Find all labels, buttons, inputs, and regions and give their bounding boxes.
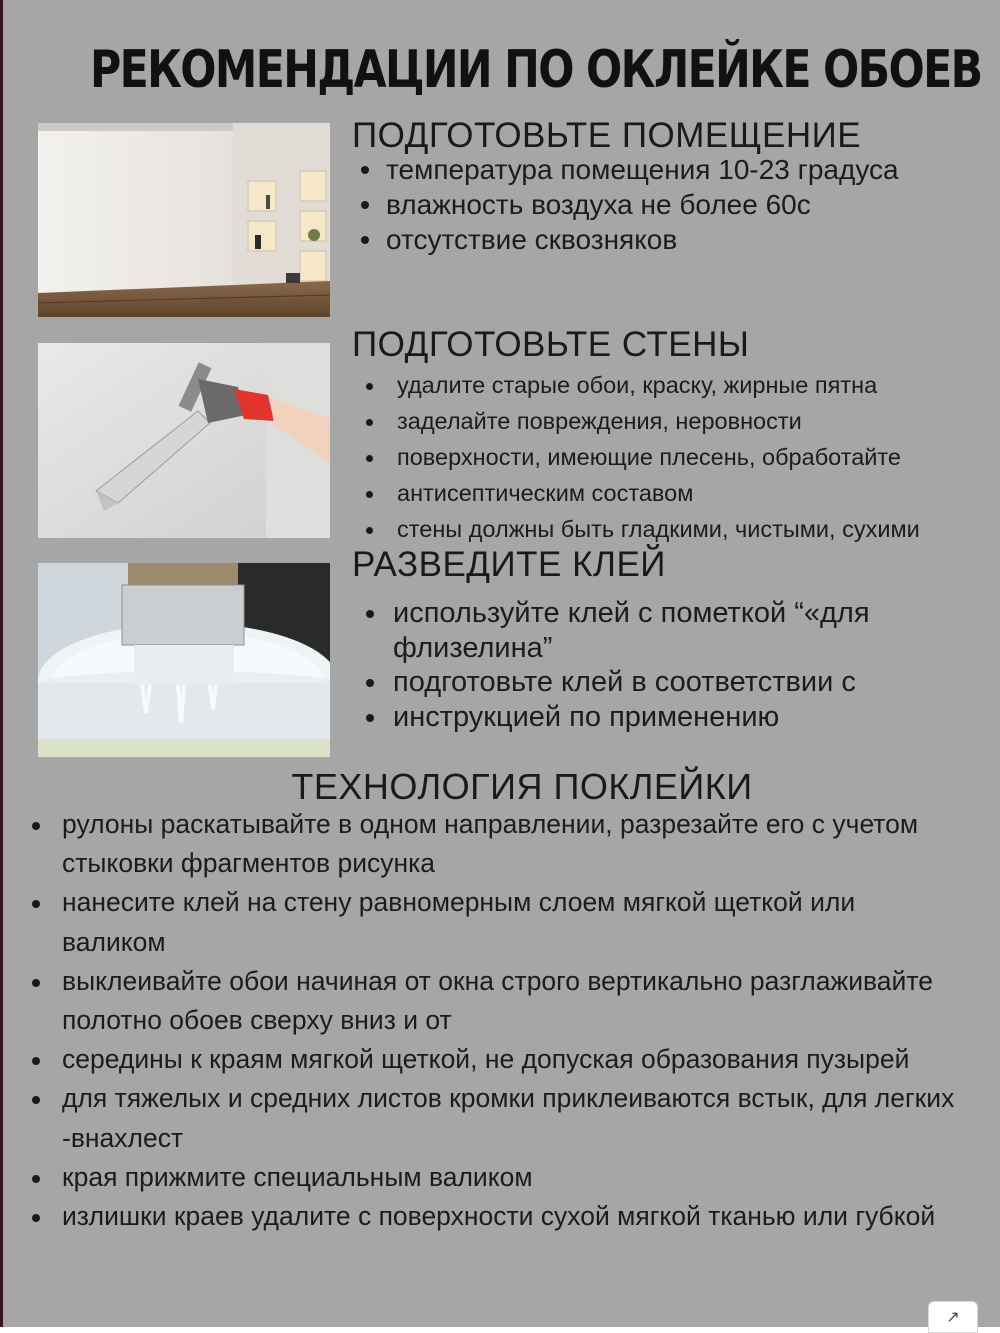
- list-item: инструкцией по применению: [366, 700, 946, 735]
- section-heading-walls: ПОДГОТОВЬТЕ СТЕНЫ: [352, 325, 750, 364]
- list-item: влажность воздуха не более 60с: [358, 187, 918, 222]
- list-item: нанесите клей на стену равномерным слоем мягкой щеткой или валиком: [30, 883, 960, 961]
- room-prep-list: [358, 152, 918, 257]
- list-item: поверхности, имеющие плесень, обработайте: [366, 439, 1000, 475]
- section-heading-room: ПОДГОТОВЬТЕ ПОМЕЩЕНИЕ: [352, 116, 862, 155]
- list-item: удалите старые обои, краску, жирные пятна: [366, 367, 1000, 403]
- list-item: середины к краям мягкой щеткой, не допуская образования пузырей: [30, 1040, 960, 1079]
- section-heading-technology: ТЕХНОЛОГИЯ ПОКЛЕЙКИ: [291, 766, 753, 807]
- list-item: отсутствие сквозняков: [358, 222, 918, 257]
- arrow-up-icon: ↗: [946, 1309, 960, 1326]
- glue-bucket-brush-photo: [38, 563, 330, 757]
- corner-widget[interactable]: [928, 1301, 978, 1333]
- list-item: стены должны быть гладкими, чистыми, сухими: [366, 511, 1000, 547]
- list-item: антисептическим составом: [366, 475, 1000, 511]
- list-item: для тяжелых и средних листов кромки приклеиваются встык, для легких -внахлест: [30, 1079, 960, 1157]
- left-edge-strip: [0, 0, 3, 1333]
- wall-plastering-photo: [38, 343, 330, 538]
- list-item: рулоны раскатывайте в одном направлении, разрезайте его с учетом стыковки фрагментов рисунка: [30, 805, 960, 883]
- list-item: излишки краев удалите с поверхности сухой мягкой тканью или губкой: [30, 1197, 960, 1236]
- list-item: используйте клей с пометкой “«для флизелина”: [366, 596, 946, 665]
- page-title: РЕКОМЕНДАЦИИ ПО ОКЛЕЙКЕ ОБОЕВ: [90, 40, 982, 100]
- list-item: температура помещения 10-23 градуса: [358, 152, 918, 187]
- section-heading-glue: РАЗВЕДИТЕ КЛЕЙ: [352, 545, 666, 584]
- room-interior-photo: [38, 123, 330, 317]
- technology-list: [30, 805, 960, 1236]
- list-item: подготовьте клей в соответствии с: [366, 665, 946, 700]
- walls-prep-list: [366, 367, 1000, 547]
- glue-prep-list: [366, 596, 946, 734]
- list-item: выклеивайте обои начиная от окна строго вертикально разглаживайте полотно обоев сверху вниз и от: [30, 962, 960, 1040]
- list-item: края прижмите специальным валиком: [30, 1158, 960, 1197]
- bottom-edge-strip: [0, 1327, 1000, 1333]
- list-item: заделайте повреждения, неровности: [366, 403, 1000, 439]
